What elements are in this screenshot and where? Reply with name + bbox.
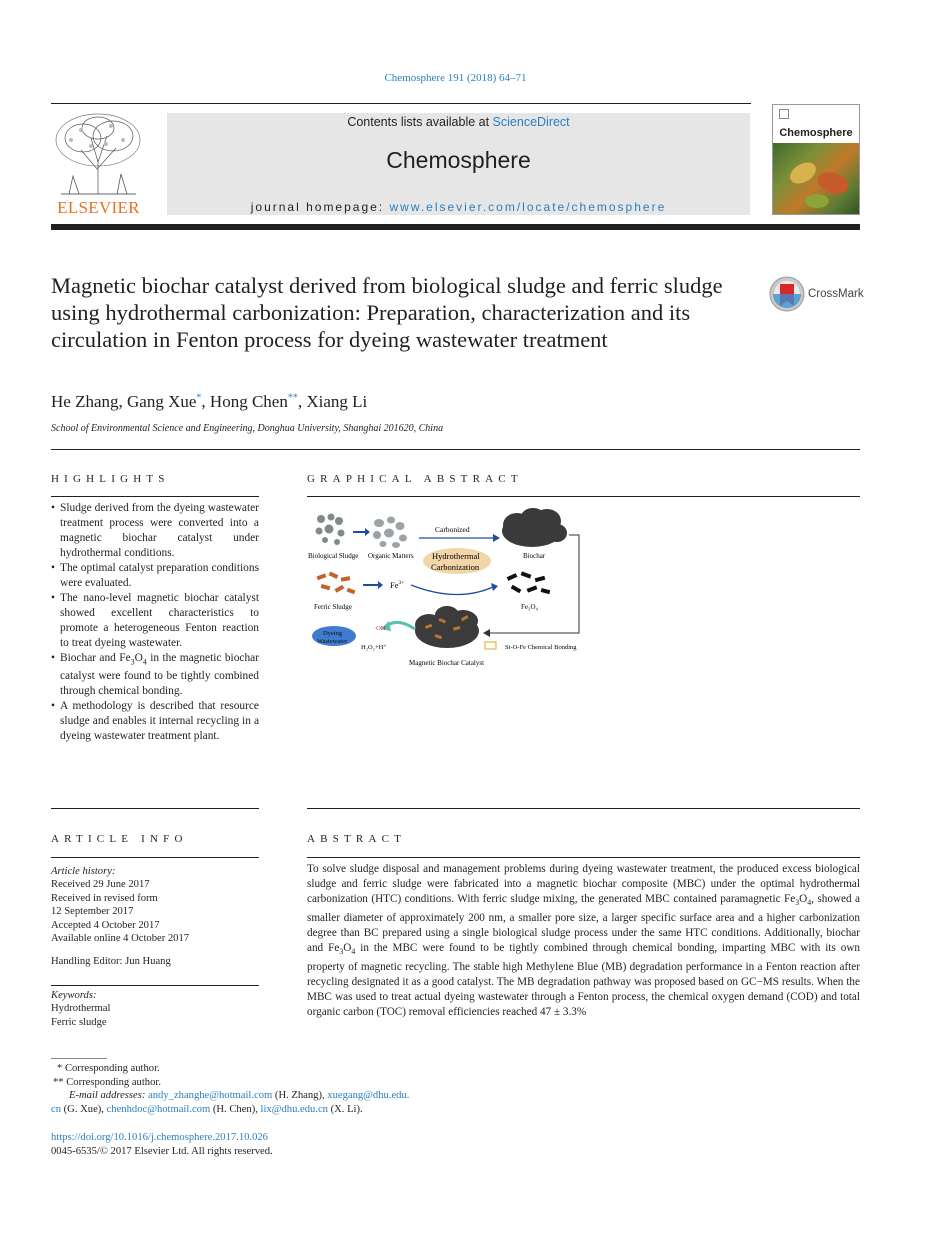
list-item: [51, 651, 259, 699]
ga-label: Dyeing: [323, 630, 343, 637]
ga-label: Si-O-Fe Chemical Bonding: [505, 644, 577, 651]
author-list: He Zhang, Gang Xue*, Hong Chen**, Xiang Li: [51, 392, 368, 411]
cover-logo-icon: [779, 109, 789, 119]
homepage-link[interactable]: www.elsevier.com/locate/chemosphere: [389, 200, 667, 214]
divider: [51, 496, 259, 497]
keyword: Ferric sludge: [51, 1016, 107, 1028]
abstract-text: To solve sludge disposal and management problems during dyeing wastewater treatment, the produced excess biological sludge and ferric sludge were fabricated into a magnetic biochar composite (MBC) under the optimal hydrothermal carbonization (HTC) conditions. With ferric sludge mixing, the generated MBC contained paramagnetic $Fe_3O_4$, showed a smaller diameter of approximately 200 nm, a smaller pore size, a larger specific surface area and a higher carbonization degree than BC prepared using a single biological sludge process under the same HTC conditions. Additionally, biochar and $Fe_3O_4$ in the MBC were found to be tightly combined through chemical bonding, imparting MBC with its own property of magnetic recycling. The stable high Methylene Blue (MB) degradation performance in a Fenton reaction after recycling designated it as a good catalyst. The MB degradation pathway was proposed based on GC−MS results. When the MBC was used to treat actual dyeing wastewater through a Fenton process, the chemical oxygen demand (COD) and total organic carbon (TOC) removal efficiencies reached 47 ± 3.3%: [307, 863, 860, 1018]
handling-editor: Handling Editor: Jun Huang: [51, 956, 171, 968]
ga-label: Biological Sludge: [308, 552, 359, 560]
divider: [307, 808, 860, 809]
history-label: Article history:: [51, 866, 116, 877]
author-mark[interactable]: **: [287, 392, 298, 404]
history-line: Available online 4 October 2017: [51, 933, 190, 945]
tree-icon: [51, 110, 146, 196]
email-link[interactable]: andy_zhanghe@hotmail.com: [148, 1090, 273, 1101]
keywords-label: Keywords:: [51, 990, 97, 1001]
contents-line: Contents lists available at ScienceDirect: [347, 115, 570, 129]
highlights-list: [51, 501, 259, 744]
ga-label: H₂O₂+H⁺: [361, 644, 387, 651]
doi-link[interactable]: https://doi.org/10.1016/j.chemosphere.2017.10.026: [51, 1132, 268, 1143]
keywords-block: [51, 989, 259, 1029]
biological-sludge-icon: [316, 514, 345, 546]
divider: [307, 857, 860, 858]
ga-label: ·OH: [374, 625, 386, 632]
list-item: • The optimal catalyst preparation conditions were evaluated.: [51, 561, 259, 591]
email-line: E-mail addresses: andy_zhanghe@hotmail.com (H. Zhang), xuegang@dhu.edu.: [69, 1090, 410, 1101]
arrow-head-icon: [483, 629, 490, 637]
keyword: Hydrothermal: [51, 1003, 111, 1015]
arrow-head-icon: [365, 528, 370, 536]
footnote-rule: [51, 1058, 107, 1059]
fe3o4-particles-icon: [507, 571, 551, 594]
history-line: Accepted 4 October 2017: [51, 919, 160, 931]
highlight-fe3o4: Biochar and $Fe_3O_4$ in the magnetic biochar catalyst were found to be tightly combined through chemical bonding.: [60, 652, 260, 698]
elsevier-logo[interactable]: [51, 110, 146, 218]
paper-title: Magnetic biochar catalyst derived from biological sludge and ferric sludge using hydrothermal carbonization: Preparation, characterization and its circulation in Fenton process for dyeing wastewater treatment: [51, 273, 723, 352]
ga-label: Magnetic Biochar Catalyst: [409, 659, 485, 667]
footnote: * Corresponding author.: [57, 1063, 160, 1074]
connector-line: [487, 535, 579, 633]
ga-label: Carbonization: [431, 562, 480, 572]
ga-label: $Fe^{3+}$: [390, 580, 405, 590]
header-thick-rule: [51, 224, 860, 230]
ga-label: Wastewater: [317, 638, 348, 645]
article-info-heading: ARTICLE INFO: [51, 833, 188, 845]
journal-cover[interactable]: [772, 104, 860, 215]
crossmark-badge[interactable]: [769, 276, 869, 316]
journal-reference[interactable]: Chemosphere 191 (2018) 64–71: [384, 72, 527, 84]
sciencedirect-link[interactable]: ScienceDirect: [492, 115, 570, 129]
crossmark-icon: [769, 276, 805, 312]
divider: [307, 496, 860, 497]
arrow-head-icon: [493, 534, 500, 542]
email-line: cn (G. Xue), chenhdoc@hotmail.com (H. Chen), lix@dhu.edu.cn (X. Li).: [51, 1103, 363, 1115]
history-line: Received 29 June 2017: [51, 879, 150, 891]
divider: [51, 985, 259, 986]
email-link[interactable]: cn: [51, 1103, 61, 1115]
history-line: 12 September 2017: [51, 906, 134, 918]
list-item: • Sludge derived from the dyeing wastewater treatment process were converted into a magnetic biochar catalyst under hydrothermal conditions.: [51, 501, 259, 561]
footnotes: [51, 1062, 471, 1116]
legend-box-icon: [485, 642, 496, 649]
divider: [51, 808, 259, 809]
divider: [51, 857, 259, 858]
biochar-cloud-icon: [502, 508, 567, 547]
history-line: Received in revised form: [51, 892, 158, 904]
ferric-sludge-icon: [317, 571, 356, 594]
article-info: [51, 865, 259, 969]
journal-banner: [167, 113, 750, 215]
homepage-line: journal homepage: www.elsevier.com/locate/chemosphere: [250, 200, 667, 214]
magnetic-biochar-icon: [415, 606, 479, 648]
list-item: • A methodology is described that resource sludge and enables it internal recycling in a dyeing wastewater treatment plant.: [51, 699, 259, 744]
author-name: Xiang Li: [306, 392, 368, 411]
ga-label: Organic Matters: [368, 552, 414, 560]
abstract-heading: ABSTRACT: [307, 833, 407, 845]
ga-label: Hydrothermal: [432, 551, 480, 561]
author-name: Gang Xue: [127, 392, 197, 411]
publisher-name: ELSEVIER: [57, 198, 140, 217]
author-name: He Zhang: [51, 392, 119, 411]
highlights-heading: HIGHLIGHTS: [51, 473, 170, 485]
ga-label: Biochar: [523, 552, 546, 560]
cover-art: [773, 143, 859, 215]
email-link[interactable]: xuegang@dhu.edu.: [327, 1090, 410, 1101]
cover-title: Chemosphere: [779, 127, 853, 139]
author-mark[interactable]: *: [196, 392, 202, 404]
ga-label: Carbonized: [435, 525, 470, 534]
arrow-head-icon: [378, 581, 383, 589]
email-link[interactable]: chenhdoc@hotmail.com: [106, 1103, 211, 1115]
doi-block: [51, 1131, 273, 1158]
ga-label: Ferric Sludge: [314, 603, 352, 611]
journal-name: Chemosphere: [386, 147, 531, 173]
organic-matters-icon: [373, 517, 407, 549]
divider: [51, 449, 860, 450]
crossmark-label: CrossMark: [808, 288, 864, 300]
email-link[interactable]: lix@dhu.edu.cn: [260, 1103, 328, 1115]
arrow-head-icon: [491, 583, 498, 591]
graphical-abstract-heading: GRAPHICAL ABSTRACT: [307, 473, 523, 485]
copyright: 0045-6535/© 2017 Elsevier Ltd. All rights reserved.: [51, 1145, 273, 1157]
affiliation: School of Environmental Science and Engineering, Donghua University, Shanghai 201620, China: [51, 423, 444, 434]
footnote: ** Corresponding author.: [53, 1076, 161, 1088]
graphical-abstract-figure[interactable]: [307, 505, 607, 675]
header-rule: [51, 103, 751, 104]
author-name: Hong Chen: [209, 392, 288, 411]
arrow-icon: [411, 585, 493, 595]
list-item: • The nano-level magnetic biochar catalyst showed excellent characteristics to promote a heterogeneous Fenton reaction to treat dyeing wastewater.: [51, 591, 259, 651]
ga-label: Fe₃O₄: [521, 603, 538, 611]
